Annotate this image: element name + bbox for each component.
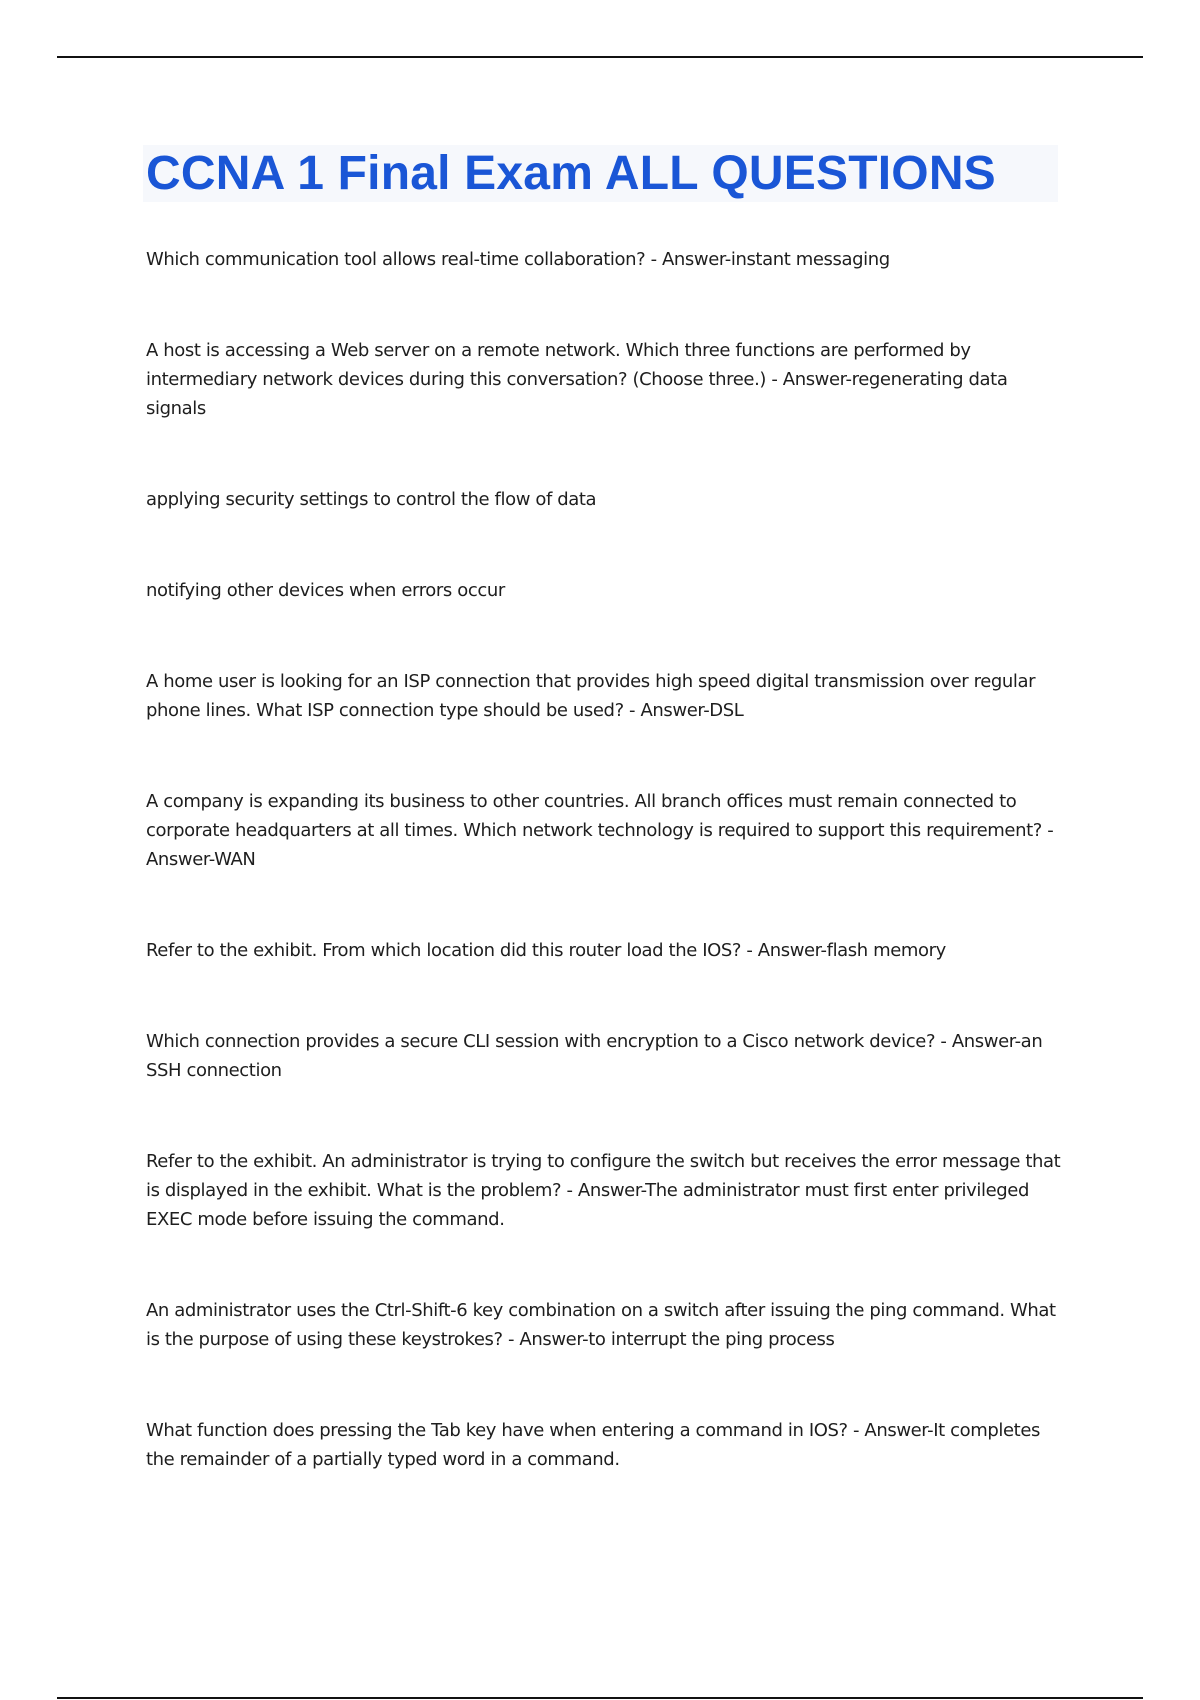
qa-paragraph-8: Which connection provides a secure CLI session with encryption to a Cisco network device? - Answer-an SSH connection — [146, 1031, 1043, 1081]
document-title: CCNA 1 Final Exam ALL QUESTIONS — [146, 147, 996, 200]
qa-paragraph-7: Refer to the exhibit. From which location did this router load the IOS? - Answer-flash memory — [146, 940, 946, 961]
qa-paragraph-1: Which communication tool allows real-time collaboration? - Answer-instant messaging — [146, 249, 890, 270]
title-band — [143, 145, 1058, 202]
qa-paragraph-5: A home user is looking for an ISP connection that provides high speed digital transmission over regular phone lines. What ISP connection type should be used? - Answer-DSL — [146, 671, 1036, 721]
qa-paragraph-11: What function does pressing the Tab key have when entering a command in IOS? - Answer-It completes the remainder of a partially typed word in a command. — [146, 1420, 1040, 1470]
qa-paragraph-9: Refer to the exhibit. An administrator is trying to configure the switch but receives the error message that is displayed in the exhibit. What is the problem? - Answer-The administrator must first enter privileged EXEC mode before issuing the command. — [146, 1151, 1061, 1230]
qa-paragraph-10: An administrator uses the Ctrl-Shift-6 key combination on a switch after issuing the ping command. What is the purpose of using these keystrokes? - Answer-to interrupt the ping process — [146, 1300, 1056, 1350]
qa-paragraph-2: A host is accessing a Web server on a remote network. Which three functions are performed by intermediary network devices during this conversation? (Choose three.) - Answer-regenerating data signals — [146, 340, 1008, 419]
bottom-rule — [57, 1697, 1143, 1699]
qa-paragraph-6: A company is expanding its business to other countries. All branch offices must remain connected to corporate headquarters at all times. Which network technology is required to support this requirement? - Answer-WAN — [146, 791, 1054, 870]
qa-paragraph-4: notifying other devices when errors occur — [146, 580, 505, 601]
top-rule — [57, 56, 1143, 58]
qa-paragraph-3: applying security settings to control the flow of data — [146, 489, 597, 510]
